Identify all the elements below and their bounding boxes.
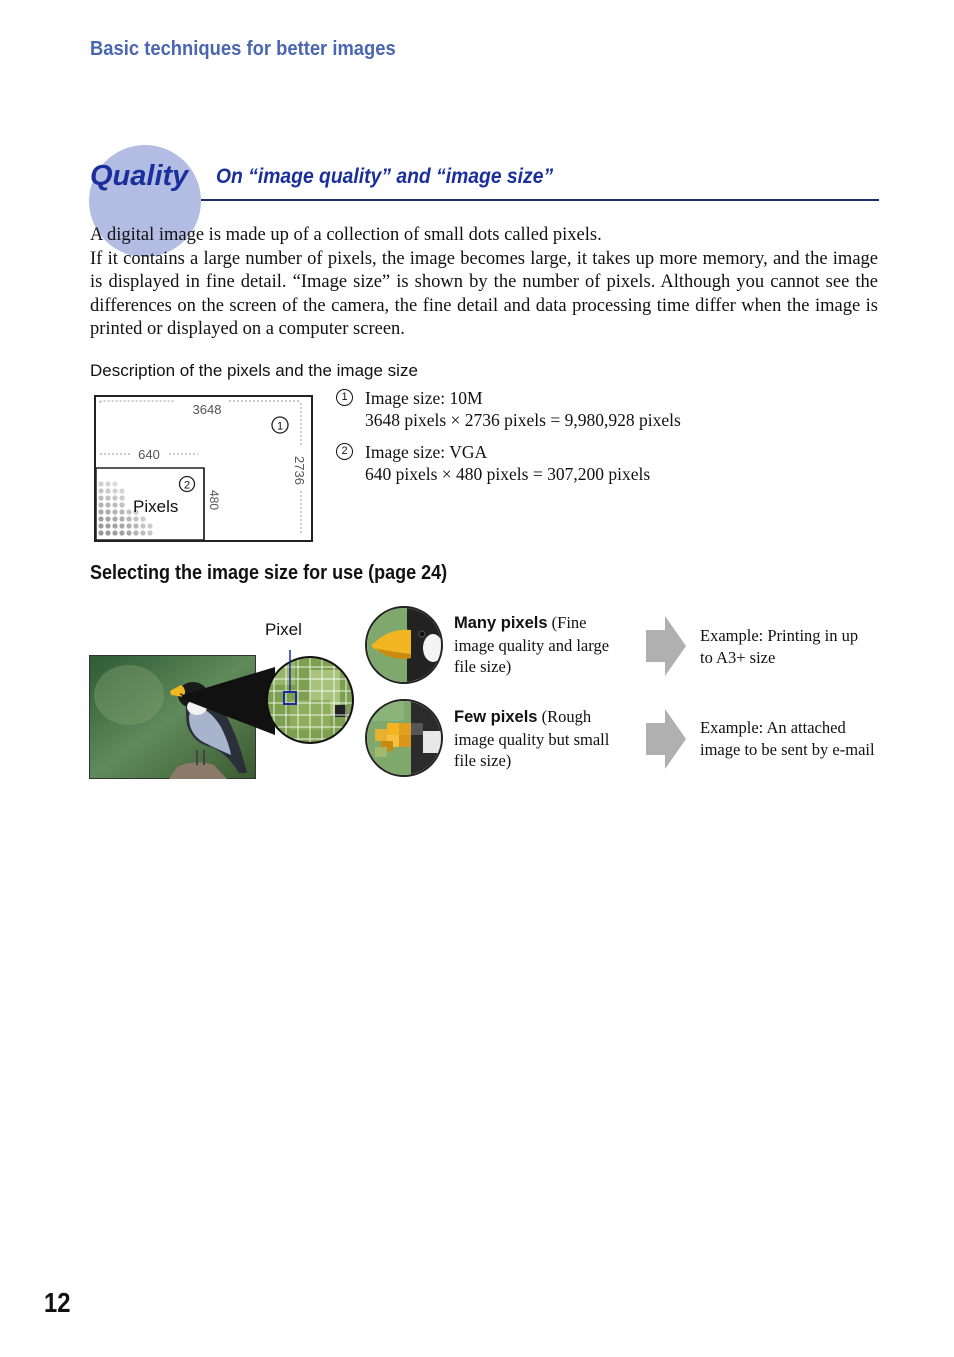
section-header: Basic techniques for better images [90,38,396,60]
height-large-label: 2736 [292,456,307,485]
pixel-zoom-graphic [180,645,360,755]
many-pixels-text [454,612,624,678]
few-pixels-label: Few pixels [454,708,538,726]
list-item [336,387,681,431]
example-printing: Example: Printing in up to A3+ size [700,626,859,667]
title-rule [201,199,879,201]
right-arrow-icon [646,616,686,676]
size-title: Image size: VGA [365,442,488,462]
many-pixels-description: (Fine image quality and large file size) [454,613,610,676]
width-small-label: 640 [138,447,160,462]
pixel-size-diagram [94,395,313,542]
few-pixels-description: (Rough image quality but small file size) [454,707,610,770]
quality-body [90,224,878,342]
pixel-label: Pixel [265,620,302,639]
size-detail: 3648 pixels × 2736 pixels = 9,980,928 pixels [365,410,681,430]
svg-text:1: 1 [276,420,284,433]
diagram-caption: Description of the pixels and the image size [90,361,418,380]
height-small-label: 480 [207,490,221,511]
many-pixels-label: Many pixels [454,614,548,632]
number-2-icon: 2 [336,443,353,460]
right-arrow-icon [646,709,686,769]
paragraph-2: If it contains a large number of pixels, the image becomes large, it takes up more memory, and the image is displayed in fine detail. “Image size” is shown by the number of pixels. Although you cannot see the differences on the screen of the camera, the fine detail and data processing time differ when the image is printed or displayed on a computer screen. [90,248,878,340]
svg-text:2: 2 [183,479,191,492]
size-title: Image size: 10M [365,388,483,408]
image-size-list [336,387,681,495]
pixels-label: Pixels [133,497,179,516]
page-number: 12 [44,1287,71,1318]
list-item [336,441,681,485]
number-1-icon: 1 [336,389,353,406]
quality-subtitle: On “image quality” and “image size” [216,165,554,188]
paragraph-1: A digital image is made up of a collection of small dots called pixels. [90,225,602,245]
size-detail: 640 pixels × 480 pixels = 307,200 pixels [365,464,651,484]
few-pixels-crop [365,699,443,777]
example-email: Example: An attached image to be sent by e-mail [700,718,875,759]
quality-title: Quality [90,160,189,192]
width-large-label: 3648 [192,402,222,417]
selecting-heading: Selecting the image size for use (page 24) [90,562,448,584]
few-pixels-text [454,706,624,772]
many-pixels-crop [365,606,443,684]
